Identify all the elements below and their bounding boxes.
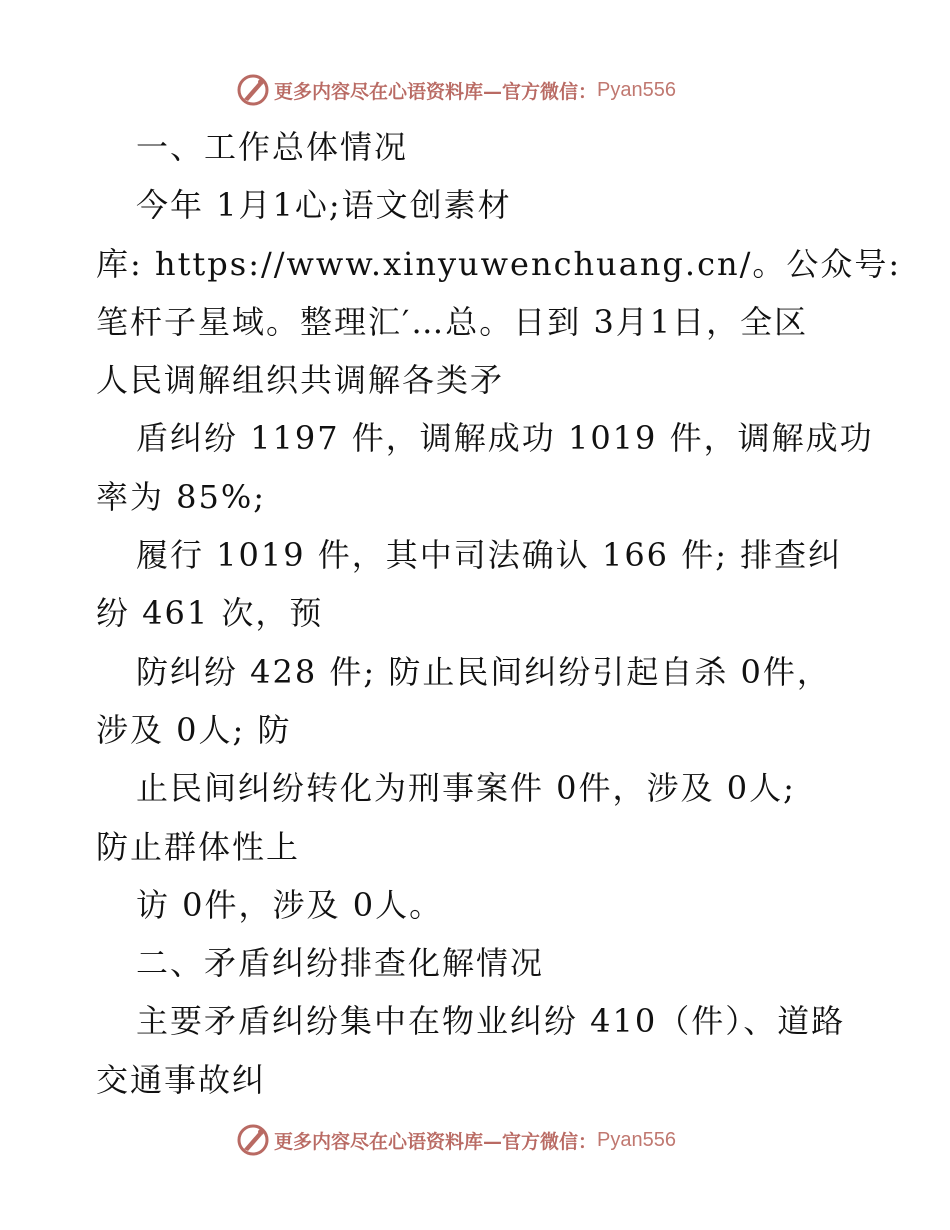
text-line: 涉及 0人; 防: [96, 710, 292, 749]
watermark-text: 更多内容尽在心语资料库—官方微信：: [274, 80, 598, 103]
text-line: 一、工作总体情况: [136, 128, 409, 166]
text-line: 库: https://www.xinyuwenchuang.cn/。公众号:: [96, 244, 902, 283]
text-line: 今年 1月1心;语文创素材: [136, 186, 512, 225]
text-line: 盾纠纷 1197 件，调解成功 1019 件，调解成功: [136, 419, 874, 458]
watermark-account: Pyan556: [597, 1128, 676, 1151]
header-watermark: [236, 72, 676, 108]
text-line: 防纠纷 428 件; 防止民间纠纷引起自杀 0件，: [136, 652, 831, 691]
pen-logo-icon: [236, 73, 270, 107]
footer-watermark: [236, 1122, 676, 1158]
text-line: 纷 461 次，预: [96, 594, 324, 633]
text-line: 履行 1019 件，其中司法确认 166 件; 排查纠: [136, 536, 843, 575]
text-line: 笔杆子星域。整理汇′…总。日到 3月1日，全区: [96, 302, 809, 341]
watermark-account: Pyan556: [597, 78, 676, 101]
text-line: 交通事故纠: [96, 1060, 267, 1099]
text-line: 访 0件，涉及 0人。: [136, 885, 444, 924]
document-body: [96, 118, 902, 1109]
text-line: 率为 85%;: [96, 477, 267, 516]
text-line: 主要矛盾纠纷集中在物业纠纷 410（件）、道路: [136, 1002, 846, 1041]
watermark-text: 更多内容尽在心语资料库—官方微信：: [274, 1130, 598, 1153]
text-line: 人民调解组织共调解各类矛: [96, 361, 505, 400]
pen-logo-icon: [236, 1123, 270, 1157]
text-line: 二、矛盾纠纷排查化解情况: [136, 944, 545, 983]
text-line: 防止群体性上: [96, 827, 301, 866]
text-line: 止民间纠纷转化为刑事案件 0件，涉及 0人;: [136, 769, 796, 808]
